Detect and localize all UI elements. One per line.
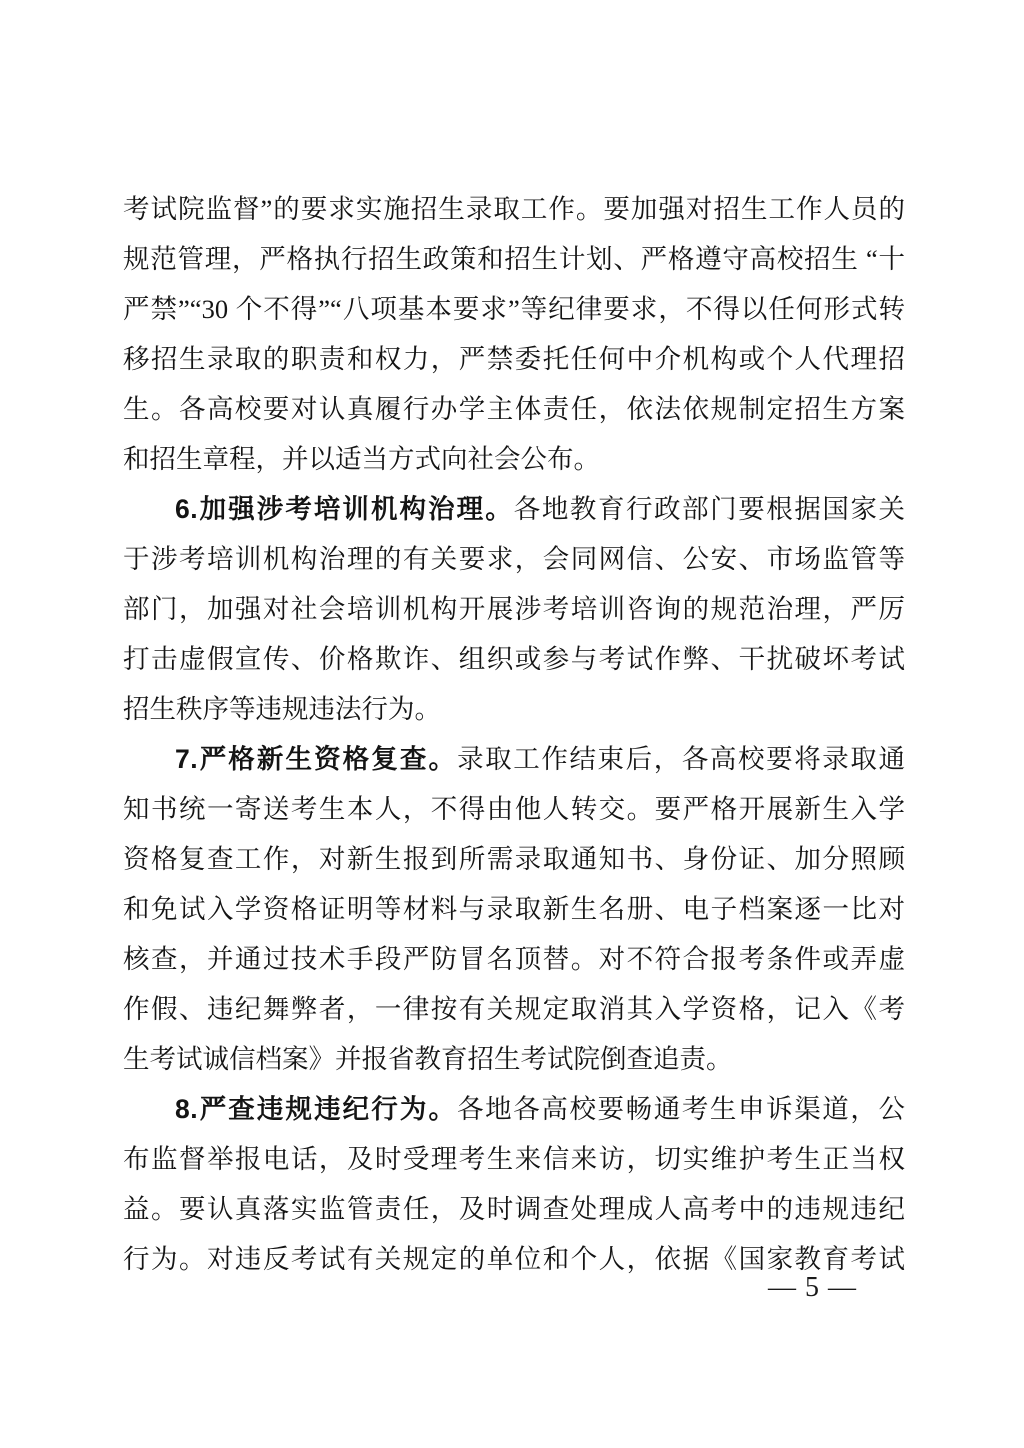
- section-heading: 7.严格新生资格复查。: [175, 744, 458, 774]
- line-text: 打击虚假宣传、价格欺诈、组织或参与考试作弊、干扰破坏考试: [123, 644, 905, 674]
- text-line: [123, 1184, 905, 1234]
- line-text: 生考试诚信档案》并报省教育招生考试院倒查追责。: [123, 1044, 733, 1074]
- text-line: [123, 1134, 905, 1184]
- line-text: 生。各高校要对认真履行办学主体责任，依法依规制定招生方案: [123, 394, 905, 424]
- text-line: [123, 734, 905, 784]
- text-line: [123, 484, 905, 534]
- line-text: 核查，并通过技术手段严防冒名顶替。对不符合报考条件或弄虚: [123, 944, 905, 974]
- text-line: [123, 334, 905, 384]
- section-heading: 6.加强涉考培训机构治理。: [175, 494, 514, 524]
- page-number: — 5 —: [768, 1272, 857, 1303]
- text-line: [123, 1084, 905, 1134]
- line-text: 移招生录取的职责和权力，严禁委托任何中介机构或个人代理招: [123, 344, 905, 374]
- text-line: [123, 984, 905, 1034]
- line-text: 行为。对违反考试有关规定的单位和个人，依据《国家教育考试: [123, 1244, 905, 1274]
- document-body: [123, 184, 905, 1284]
- line-text: 招生秩序等违规违法行为。: [123, 694, 441, 724]
- text-line: [123, 184, 905, 234]
- line-text: 部门，加强对社会培训机构开展涉考培训咨询的规范治理，严厉: [123, 594, 905, 624]
- text-line: [123, 784, 905, 834]
- text-line: [123, 434, 905, 484]
- text-line: [123, 534, 905, 584]
- line-text: 规范管理，严格执行招生政策和招生计划、严格遵守高校招生 “十: [123, 244, 905, 274]
- line-text: 严禁”“30 个不得”“八项基本要求”等纪律要求，不得以任何形式转: [123, 294, 905, 324]
- line-text: 各地教育行政部门要根据国家关: [513, 494, 906, 524]
- line-text: 录取工作结束后，各高校要将录取通: [457, 744, 905, 774]
- line-text: 各地各高校要畅通考生申诉渠道，公: [457, 1094, 905, 1124]
- text-line: [123, 584, 905, 634]
- text-line: [123, 884, 905, 934]
- text-line: [123, 834, 905, 884]
- line-text: 益。要认真落实监管责任，及时调查处理成人高考中的违规违纪: [123, 1194, 905, 1224]
- text-line: [123, 234, 905, 284]
- section-heading: 8.严查违规违纪行为。: [175, 1094, 458, 1124]
- text-line: [123, 934, 905, 984]
- line-text: 资格复查工作，对新生报到所需录取通知书、身份证、加分照顾: [123, 844, 905, 874]
- text-line: [123, 1034, 905, 1084]
- text-line: [123, 284, 905, 334]
- line-text: 和免试入学资格证明等材料与录取新生名册、电子档案逐一比对: [123, 894, 905, 924]
- line-text: 布监督举报电话，及时受理考生来信来访，切实维护考生正当权: [123, 1144, 905, 1174]
- line-text: 和招生章程，并以适当方式向社会公布。: [123, 444, 600, 474]
- text-line: [123, 684, 905, 734]
- line-text: 于涉考培训机构治理的有关要求，会同网信、公安、市场监管等: [123, 544, 905, 574]
- line-text: 作假、违纪舞弊者，一律按有关规定取消其入学资格，记入《考: [123, 994, 905, 1024]
- line-text: 考试院监督”的要求实施招生录取工作。要加强对招生工作人员的: [123, 194, 905, 224]
- text-line: [123, 634, 905, 684]
- line-text: 知书统一寄送考生本人，不得由他人转交。要严格开展新生入学: [123, 794, 905, 824]
- text-line: [123, 384, 905, 434]
